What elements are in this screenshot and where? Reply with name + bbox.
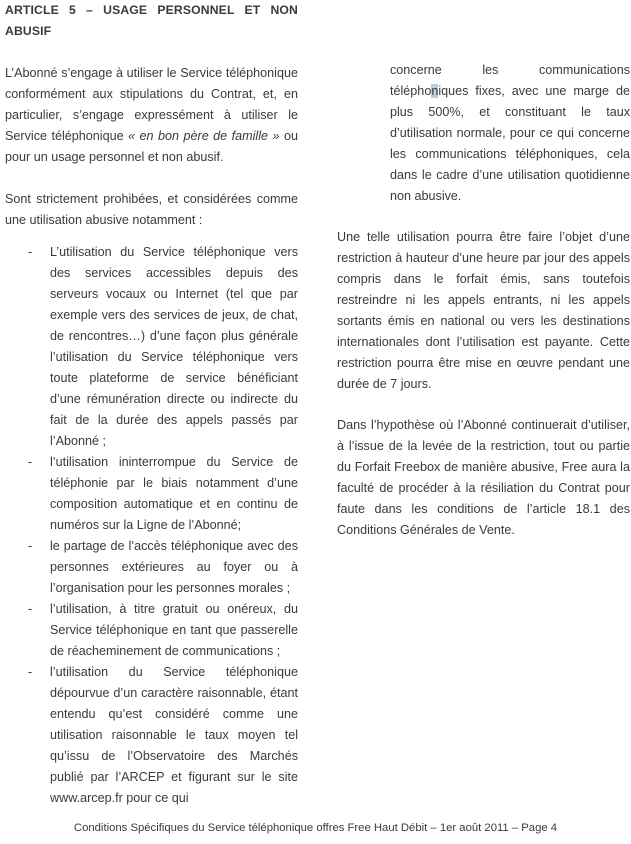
dash-bullet-icon: - <box>28 539 33 553</box>
page-footer: Conditions Spécifiques du Service téléphonique offres Free Haut Débit – 1er août 2011 – Page 4 <box>73 822 558 834</box>
list-item-label: le partage de l’accès téléphonique avec des personnes extérieures au foyer ou à l’organisation pour les personnes morales ; <box>50 539 298 595</box>
intro-paragraph-text-after-italic: ou pour un usage personnel et non abusif. <box>5 129 298 164</box>
dash-bullet-icon: - <box>28 665 33 679</box>
intro-paragraph-text-before-italic: L’Abonné s’engage à utiliser le Service téléphonique conformément aux stipulations du Contrat, et, en particulier, s’engage expressément à utiliser le Service téléphonique <box>5 66 298 143</box>
spacer <box>337 395 630 415</box>
list-item <box>5 242 298 452</box>
spacer <box>5 231 298 242</box>
dash-bullet-icon: - <box>28 245 33 259</box>
intro-paragraph-italic-quote: « en bon père de famille » <box>128 129 280 143</box>
spacer <box>5 168 298 189</box>
termination-paragraph: Dans l’hypothèse où l’Abonné continuerait d’utiliser, à l’issue de la levée de la restriction, tout ou partie du Forfait Freebox de manière abusive, Free aura la faculté de procéder à la résiliation du Contrat pour faute dans les conditions de l’article 18.1 des Conditions Générales de Vente. <box>337 418 630 537</box>
prohibited-uses-list <box>5 242 298 809</box>
list-item <box>5 662 298 809</box>
continuation-text-before-selection: concerne les communications télépho <box>390 63 630 98</box>
list-item-label: l’utilisation, à titre gratuit ou onéreux, du Service téléphonique en tant que passerelle de réacheminement de communications ; <box>50 602 298 658</box>
list-item-label: l’utilisation du Service téléphonique dépourvue d’un caractère raisonnable, étant entendu qu’est considéré comme une utilisation raisonnable le taux moyen tel qu’issu de l’Observatoire des Marchés publié par l’ARCEP et figurant sur le site www.arcep.fr pour ce qui <box>50 665 298 805</box>
text-selection-highlight[interactable]: n <box>431 84 439 98</box>
continuation-paragraph <box>390 60 630 207</box>
spacer <box>5 42 298 63</box>
left-column <box>5 0 298 809</box>
list-item <box>5 599 298 662</box>
intro-paragraph <box>5 63 298 168</box>
right-column <box>337 60 630 541</box>
dash-bullet-icon: - <box>28 602 33 616</box>
spacer <box>337 207 630 227</box>
list-item-label: l’utilisation ininterrompue du Service de téléphonie par le biais notamment d’une composition automatique et en continu de numéros sur la Ligne de l’Abonné; <box>50 455 298 532</box>
list-item <box>5 452 298 536</box>
dash-bullet-icon: - <box>28 455 33 469</box>
list-item <box>5 536 298 599</box>
continuation-text-after-selection: iques fixes, avec une marge de plus 500%, et constituant le taux d’utilisation normale, pour ce qui concerne les communications téléphoniques, cela dans le cadre d’une utilisation quotidienne non abusive. <box>390 84 630 203</box>
list-item-label: L’utilisation du Service téléphonique vers des services accessibles depuis des serveurs vocaux ou Internet (tel que par exemple vers des services de jeux, de chat, de rencontres…) d’une façon plus générale l’utilisation du Service téléphonique vers toute plateforme de service bénéficiant d’une rémunération directe ou indirecte du fait de la durée des appels passés par l’Abonné ; <box>50 245 298 448</box>
prohibited-intro-paragraph: Sont strictement prohibées, et considérées comme une utilisation abusive notamment : <box>5 192 298 227</box>
restriction-paragraph: Une telle utilisation pourra être faire l’objet d’une restriction à hauteur d’une heure par jour des appels compris dans le forfait émis, sans toutefois restreindre ni les appels entrants, ni les appels sortants émis en national ou vers les destinations internationales dont l’utilisation est payante. Cette restriction pourra être mise en œuvre pendant une durée de 7 jours. <box>337 230 630 391</box>
article-heading: ARTICLE 5 – USAGE PERSONNEL ET NON ABUSIF <box>5 3 298 38</box>
